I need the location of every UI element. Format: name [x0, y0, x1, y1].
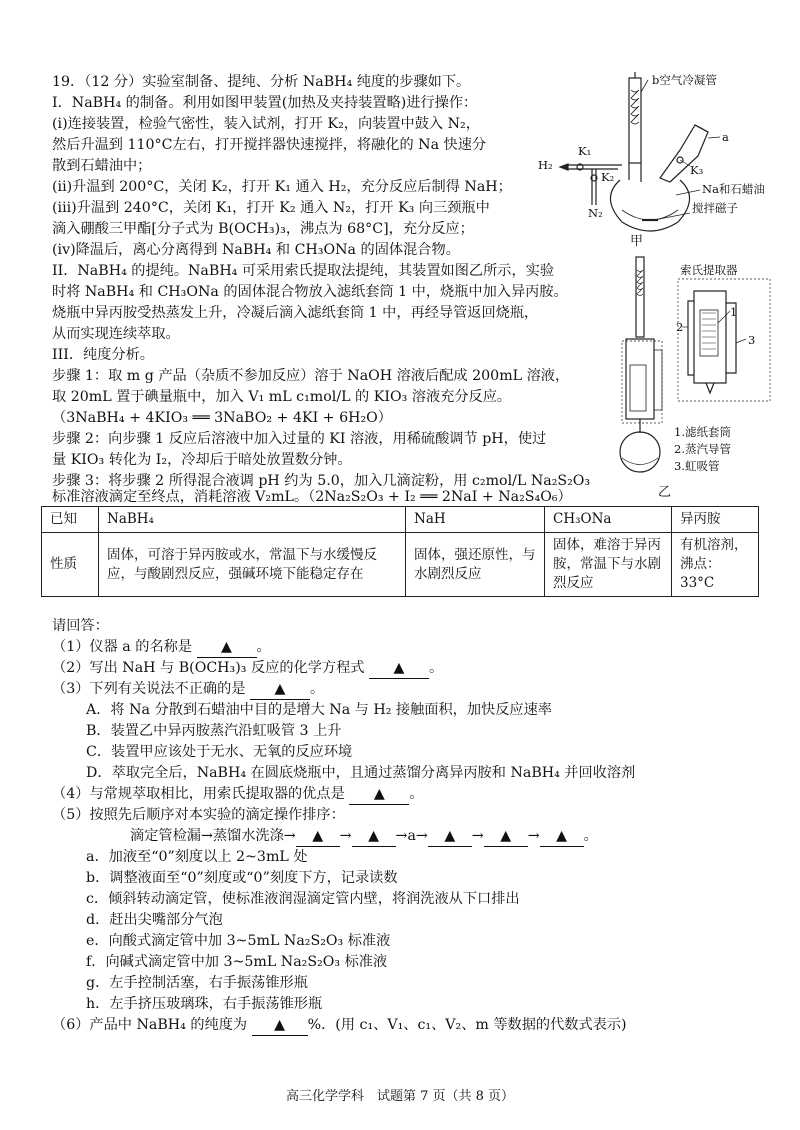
legend-filter-thimble: 1.滤纸套筒: [674, 425, 731, 439]
step3-line2: 标准溶液滴定至终点，消耗溶液 V₂mL。（2Na₂S₂O₃ + I₂ ══ 2NaI + Na₂S₄O₆）: [52, 489, 572, 505]
air-condenser-label: b空气冷凝管: [652, 73, 717, 87]
part-3-label: 3: [748, 333, 756, 347]
stir-bar-label: 搅拌磁子: [692, 201, 738, 215]
valve-k3-label: K₃: [690, 163, 704, 177]
soxhlet-title: 索氏提取器: [680, 263, 738, 277]
part-2-label: 2: [676, 320, 684, 334]
three-neck-flask: [610, 180, 689, 231]
blank-marker: ▲: [500, 828, 512, 844]
table-cell: 有机溶剂，沸点：33°C: [672, 533, 759, 597]
step-i-line2: 然后升温到 110°C左右，打开搅拌器快速搅拌，将融化的 Na 快速分: [52, 137, 487, 153]
table-cell: 固体，难溶于异丙胺，常温下与水剧烈反应: [545, 533, 672, 597]
blank-marker: ▲: [274, 1017, 286, 1033]
question-5-option-b: b．调整液面至“0”刻度或“0”刻度下方，记录读数: [86, 870, 398, 886]
answer-blank-4[interactable]: [349, 784, 409, 805]
page-footer: 高三化学学科 试题第 7 页（共 8 页）: [285, 1089, 515, 1104]
table-row: [42, 533, 759, 597]
reflux-condenser: [636, 257, 644, 337]
step-iv: (iv)降温后，离心分离得到 NaBH₄ 和 CH₃ONa 的固体混合物。: [52, 242, 460, 258]
question-5-option-f: f．向碱式滴定管中加 3~5mL Na₂S₂O₃ 标准液: [86, 954, 388, 970]
step3-line1: 步骤 3：将步骤 2 所得混合液调 pH 约为 5.0，加入几滴淀粉，用 c₂mol/L Na₂S₂O₃: [52, 473, 591, 489]
table-header-cell: CH₃ONa: [545, 507, 672, 533]
figure-jia-caption: 甲: [630, 234, 644, 249]
question-5-sequence: [130, 826, 598, 847]
questions-intro: 请回答：: [52, 618, 109, 634]
question-2-end: 。: [429, 660, 444, 676]
section-3-heading: III．纯度分析。: [52, 347, 154, 363]
question-5-option-a: a．加液至“0”刻度以上 2~3mL 处: [86, 849, 308, 865]
question-6-text: （6）产品中 NaBH₄ 的纯度为: [52, 1017, 252, 1033]
step2-line1: 步骤 2：向步骤 1 反应后溶液中加入过量的 KI 溶液，用稀硫酸调节 pH，使过: [52, 431, 547, 447]
question-5-option-h: h．左手挤压玻璃珠，右手振荡锥形瓶: [86, 996, 323, 1012]
part-1-label: 1: [730, 305, 738, 319]
table-header-cell: 已知: [42, 507, 99, 533]
section-2-line1: II．NaBH₄ 的提纯。NaBH₄ 可采用索氏提取法提纯，其装置如图乙所示，实验: [52, 263, 555, 279]
sequence-fixed-a: a: [407, 828, 416, 844]
table-header-row: [42, 507, 759, 533]
step-ii: (ii)升温到 200°C，关闭 K₂，打开 K₁ 通入 H₂，充分反应后制得 NaH；: [52, 179, 512, 195]
air-condenser-tube: [629, 78, 641, 163]
question-5-option-g: g．左手控制活塞，右手振荡锥形瓶: [86, 975, 308, 991]
question-3-option-b: B．装置乙中异丙胺蒸汽沿虹吸管 3 上升: [86, 723, 342, 739]
blank-marker: ▲: [312, 828, 324, 844]
properties-table: [41, 506, 759, 597]
question-5-option-d: d．赶出尖嘴部分气泡: [86, 912, 223, 928]
section-2-line4: 从而实现连续萃取。: [52, 326, 180, 342]
question-3-option-d: D．萃取完全后，NaBH₄ 在圆底烧瓶中，且通过蒸馏分离异丙胺和 NaBH₄ 并回收溶剂: [86, 765, 636, 781]
section-2-line2: 时将 NaBH₄ 和 CH₃ONa 的固体混合物放入滤纸套筒 1 中，烧瓶中加入异丙胺。: [52, 284, 568, 300]
round-bottom-flask: [620, 432, 660, 472]
step1-equation: （3NaBH₄ + 4KIO₃ ══ 3NaBO₂ + 4KI + 6H₂O）: [52, 410, 392, 426]
blank-marker: ▲: [393, 660, 405, 676]
question-1-text: （1）仪器 a 的名称是: [52, 639, 197, 655]
blank-marker: ▲: [368, 828, 379, 844]
table-header-cell: 异丙胺: [672, 507, 759, 533]
section-1-heading: I．NaBH₄ 的制备。利用如图甲装置(加热及夹持装置略)进行操作：: [52, 95, 478, 111]
question-3-option-a: A．将 Na 分散到石蜡油中目的是增大 Na 与 H₂ 接触面积，加快反应速率: [86, 702, 552, 718]
q19-title: 19．（12 分）实验室制备、提纯、分析 NaBH₄ 纯度的步骤如下。: [52, 74, 471, 90]
blank-marker: ▲: [221, 639, 232, 655]
sequence-arrow: →: [415, 828, 428, 844]
question-3-end: 。: [309, 681, 325, 697]
question-1: [52, 637, 271, 658]
na-paraffin-label: Na和石蜡油: [702, 182, 765, 196]
step-iii-line2: 滴入硼酸三甲酯[分子式为 B(OCH₃)₃，沸点为 68°C]，充分反应；: [52, 221, 474, 237]
funnel-a-label: a: [722, 130, 729, 144]
sequence-blank-4[interactable]: [484, 826, 528, 847]
answer-blank-2[interactable]: [369, 658, 429, 679]
sequence-arrow: →: [471, 828, 484, 844]
question-4-end: 。: [409, 786, 424, 802]
sequence-end: 。: [583, 828, 598, 844]
question-1-end: 。: [256, 639, 271, 655]
step1-line1: 步骤 1：取 m g 产品（杂质不参加反应）溶于 NaOH 溶液后配成 200mL 溶液，: [52, 368, 570, 384]
question-3: [52, 679, 324, 700]
step1-line2: 取 20mL 置于碘量瓶中，加入 V₁ mL c₁mol/L 的 KIO₃ 溶液充分反应。: [52, 389, 512, 405]
question-3-text: （3）下列有关说法不正确的是: [52, 681, 250, 697]
vapor-tube: [688, 301, 694, 375]
sequence-blank-1[interactable]: [296, 826, 340, 847]
question-5-option-c: c．倾斜转动滴定管，使标准液润湿滴定管内壁，将润洗液从下口排出: [86, 891, 520, 907]
question-4-text: （4）与常规萃取相比，用索氏提取器的优点是: [52, 786, 350, 802]
step-i-line3: 散到石蜡油中；: [52, 158, 152, 174]
row-label-cell: 性质: [42, 533, 99, 597]
sequence-arrow: →: [395, 828, 408, 844]
h2-inlet-label: H₂: [538, 158, 553, 172]
sequence-blank-3[interactable]: [428, 826, 472, 847]
step-iii-line1: (iii)升温到 240°C，关闭 K₁，打开 K₂ 通入 N₂，打开 K₃ 向三颈瓶中: [52, 200, 490, 216]
legend-siphon-tube: 3.虹吸管: [674, 459, 720, 473]
table-header-cell: NaH: [406, 507, 545, 533]
blank-marker: ▲: [444, 828, 456, 844]
question-2: [52, 658, 443, 679]
answer-blank-3[interactable]: [250, 679, 310, 700]
question-5-option-e: e．向酸式滴定管中加 3~5mL Na₂S₂O₃ 标准液: [86, 933, 391, 949]
question-4: [52, 784, 424, 805]
sequence-blank-5[interactable]: [540, 826, 584, 847]
step2-line2: 量 KIO₃ 转化为 I₂，冷却后于暗处放置数分钟。: [52, 452, 352, 468]
sequence-arrow: →: [527, 828, 540, 844]
table-cell: 固体，可溶于异丙胺或水，常温下与水缓慢反应，与酸剧烈反应，强碱环境下能稳定存在: [99, 533, 406, 597]
question-2-text: （2）写出 NaH 与 B(OCH₃)₃ 反应的化学方程式: [52, 660, 369, 676]
valve-k1-label: K₁: [578, 144, 592, 158]
valve-k2-label: K₂: [601, 170, 615, 184]
figure-yi-caption: 乙: [658, 485, 672, 500]
blank-marker: ▲: [373, 786, 385, 802]
apparatus-jia-diagram: [530, 70, 780, 240]
blank-marker: ▲: [274, 681, 286, 697]
sequence-start: 滴定管检漏→蒸馏水洗涤→: [130, 828, 296, 844]
table-header-cell: NaBH₄: [99, 507, 406, 533]
answer-blank-1[interactable]: [197, 637, 257, 658]
table-cell: 固体，强还原性，与水剧烈反应: [406, 533, 545, 597]
sequence-blank-2[interactable]: [352, 826, 396, 847]
sequence-arrow: →: [339, 828, 352, 844]
answer-blank-6[interactable]: [252, 1015, 308, 1036]
question-5: （5）按照先后顺序对本实验的滴定操作排序：: [52, 807, 345, 823]
question-6-end: %．(用 c₁、V₁、c₁、V₂、m 等数据的代数式表示): [307, 1017, 627, 1033]
question-3-option-c: C．装置甲应该处于无水、无氧的反应环境: [86, 744, 353, 760]
legend-vapor-tube: 2.蒸汽导管: [674, 442, 731, 456]
question-6: [52, 1015, 627, 1036]
blank-marker: ▲: [556, 828, 568, 844]
step-i-line1: (i)连接装置，检验气密性，装入试剂，打开 K₂，向装置中鼓入 N₂，: [52, 116, 480, 132]
n2-inlet-label: N₂: [588, 206, 603, 220]
section-2-line3: 烧瓶中异丙胺受热蒸发上升，冷凝后滴入滤纸套筒 1 中，再经导管返回烧瓶，: [52, 305, 539, 321]
